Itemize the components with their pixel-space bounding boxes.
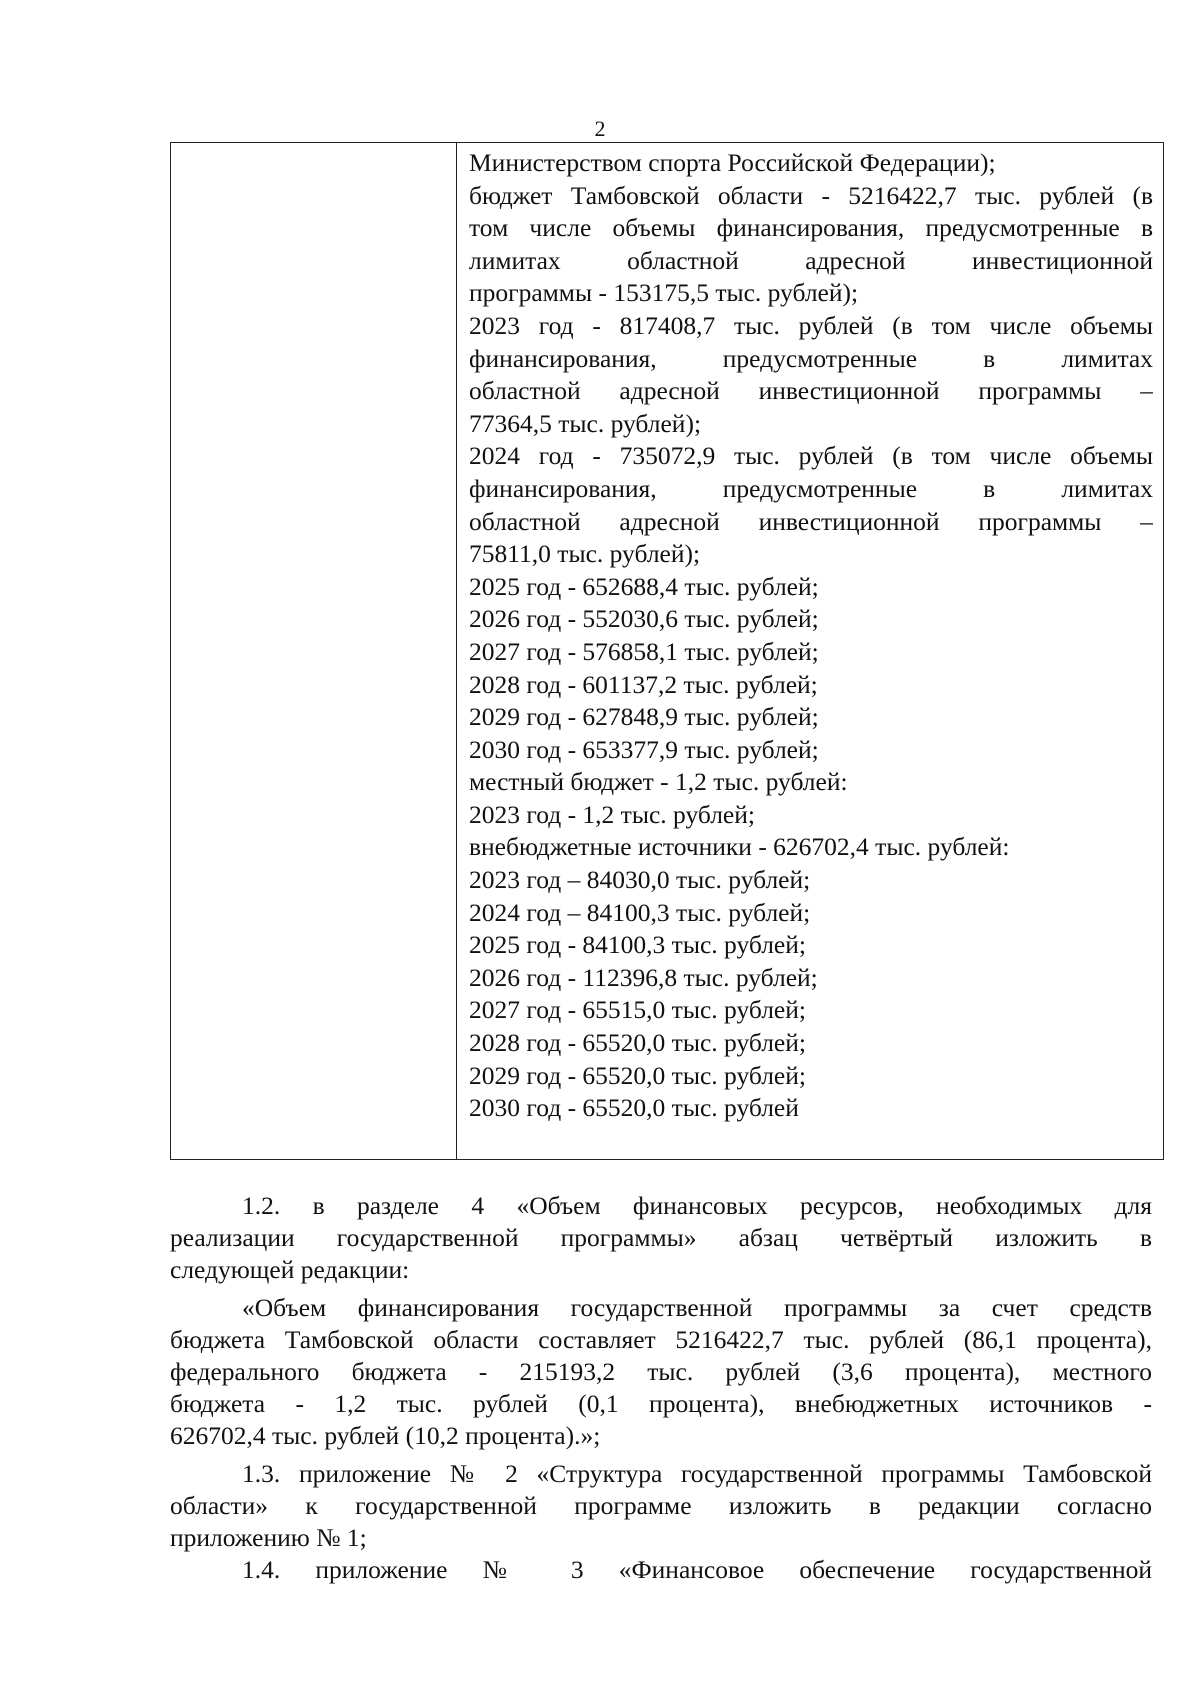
table-line: финансирования, предусмотренные в лимитах	[469, 473, 1153, 503]
paragraph-line: следующей редакции:	[170, 1255, 410, 1284]
paragraph-line: 1.2. в разделе 4 «Объем финансовых ресурсов, необходимых для	[242, 1191, 1152, 1220]
table-line: том числе объемы финансирования, предусмотренные в	[469, 213, 1153, 243]
table-line: 75811,0 тыс. рублей);	[469, 539, 701, 569]
paragraph-line: 626702,4 тыс. рублей (10,2 процента).»;	[170, 1421, 601, 1450]
table-line: 2030 год - 653377,9 тыс. рублей;	[469, 734, 819, 764]
paragraph-line: области» к государственной программе изложить в редакции согласно	[170, 1491, 1152, 1520]
table-line: 2029 год - 65520,0 тыс. рублей;	[469, 1060, 806, 1090]
table-line: областной адресной инвестиционной программы –	[469, 506, 1153, 536]
document-body	[170, 1190, 1152, 1586]
table-line: областной адресной инвестиционной программы –	[469, 376, 1153, 406]
table-line: 2025 год - 84100,3 тыс. рублей;	[469, 930, 806, 960]
paragraph-1-3	[170, 1458, 1152, 1554]
paragraph-line: 1.4. приложение № 3 «Финансовое обеспечение государственной	[242, 1555, 1152, 1584]
table-line: местный бюджет - 1,2 тыс. рублей:	[469, 767, 848, 797]
paragraph-quote	[170, 1292, 1152, 1452]
table-line: Министерством спорта Российской Федерации);	[469, 148, 996, 177]
table-line: 2028 год - 65520,0 тыс. рублей;	[469, 1028, 806, 1058]
table-line: 2024 год - 735072,9 тыс. рублей (в том числе объемы	[469, 441, 1153, 471]
table-right-cell	[457, 143, 1163, 1159]
paragraph-line: реализации государственной программы» абзац четвёртый изложить в	[170, 1223, 1152, 1252]
table-line: лимитах областной адресной инвестиционной	[469, 245, 1153, 275]
table-line: бюджет Тамбовской области - 5216422,7 тыс. рублей (в	[469, 180, 1153, 210]
table-line: 2025 год - 652688,4 тыс. рублей;	[469, 571, 819, 601]
paragraph-1-2	[170, 1190, 1152, 1286]
table-line: 77364,5 тыс. рублей);	[469, 408, 702, 438]
table-line: 2023 год – 84030,0 тыс. рублей;	[469, 865, 811, 895]
table-line: финансирования, предусмотренные в лимитах	[469, 343, 1153, 373]
paragraph-line: бюджета Тамбовской области составляет 5216422,7 тыс. рублей (86,1 процента),	[170, 1325, 1152, 1354]
table-line: 2028 год - 601137,2 тыс. рублей;	[469, 669, 818, 699]
table-line: 2027 год - 65515,0 тыс. рублей;	[469, 995, 806, 1025]
table-left-cell	[171, 143, 457, 1159]
paragraph-1-4	[170, 1554, 1152, 1586]
paragraph-line: 1.3. приложение № 2 «Структура государственной программы Тамбовской	[242, 1459, 1152, 1488]
paragraph-line: приложению № 1;	[170, 1523, 367, 1552]
table-line: 2027 год - 576858,1 тыс. рублей;	[469, 636, 819, 666]
table-line: 2029 год - 627848,9 тыс. рублей;	[469, 702, 819, 732]
passport-table	[170, 142, 1164, 1160]
paragraph-line: бюджета - 1,2 тыс. рублей (0,1 процента), внебюджетных источников -	[170, 1389, 1152, 1418]
page-number: 2	[594, 116, 606, 141]
table-line: 2030 год - 65520,0 тыс. рублей	[469, 1093, 799, 1123]
table-line: 2026 год - 552030,6 тыс. рублей;	[469, 604, 819, 634]
paragraph-line: «Объем финансирования государственной программы за счет средств	[242, 1293, 1152, 1322]
table-line: 2023 год - 817408,7 тыс. рублей (в том числе объемы	[469, 310, 1153, 340]
paragraph-line: федерального бюджета - 215193,2 тыс. рублей (3,6 процента), местного	[170, 1357, 1152, 1386]
table-line: 2023 год - 1,2 тыс. рублей;	[469, 799, 755, 829]
table-line: программы - 153175,5 тыс. рублей);	[469, 278, 859, 308]
table-line: 2024 год – 84100,3 тыс. рублей;	[469, 897, 811, 927]
table-line: 2026 год - 112396,8 тыс. рублей;	[469, 962, 818, 992]
table-line: внебюджетные источники - 626702,4 тыс. рублей:	[469, 832, 1010, 862]
